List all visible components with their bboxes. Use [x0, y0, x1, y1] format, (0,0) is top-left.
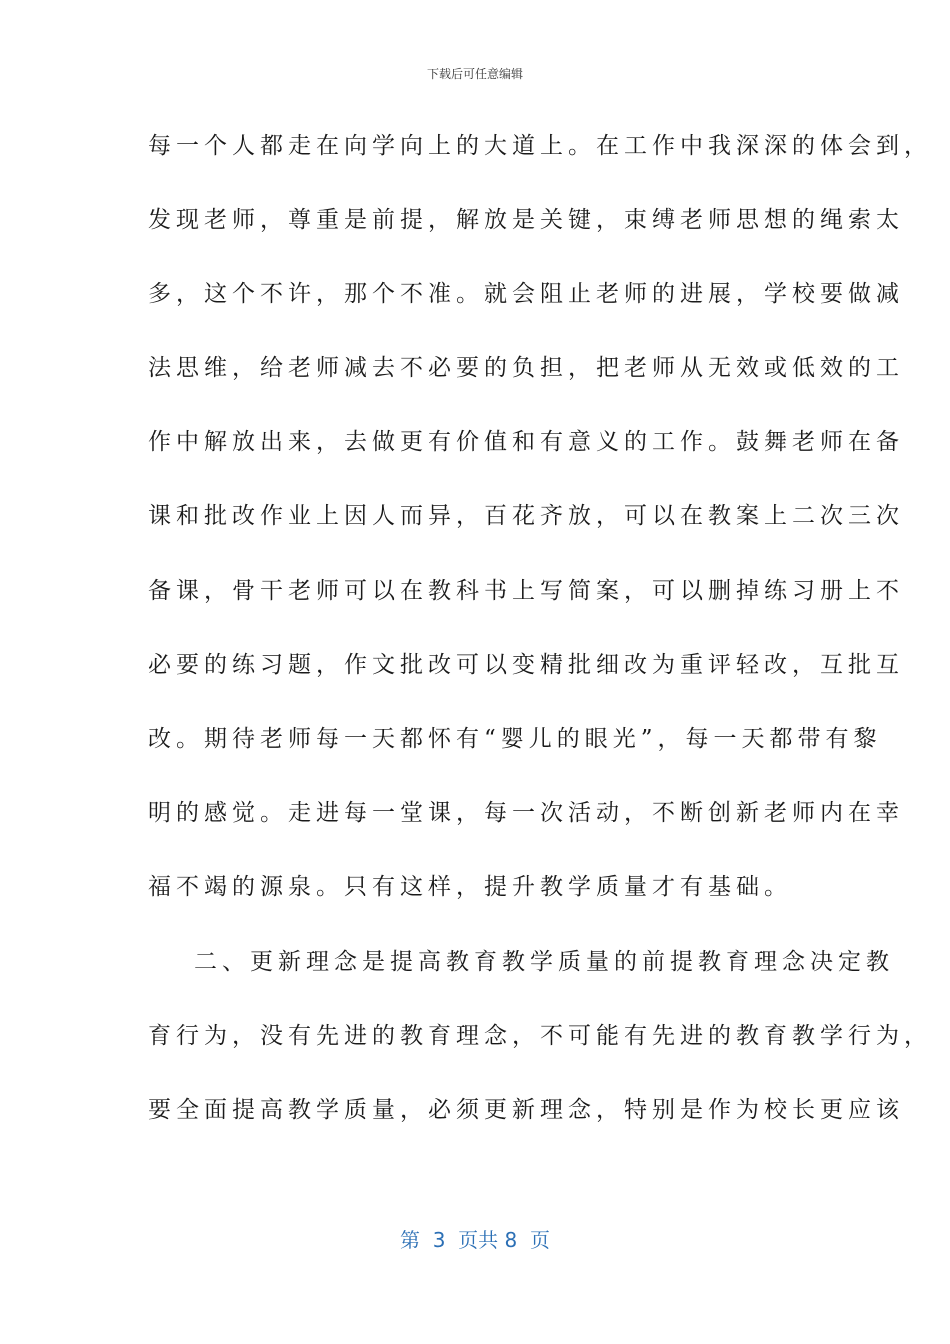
text-line: 育行为，没有先进的教育理念，不可能有先进的教育教学行为， — [148, 1023, 932, 1049]
text-line: 发现老师，尊重是前提，解放是关键，束缚老师思想的绳索太 — [148, 207, 904, 233]
text-line: 福不竭的源泉。只有这样，提升教学质量才有基础。 — [148, 874, 792, 900]
text-line: 多，这个不许，那个不准。就会阻止老师的进展，学校要做减 — [148, 281, 904, 307]
text-line: 改。期待老师每一天都怀有“婴儿的眼光”，每一天都带有黎 — [148, 726, 882, 752]
page-header: 下载后可任意编辑 — [426, 67, 523, 81]
text-line: 每一个人都走在向学向上的大道上。在工作中我深深的体会到， — [148, 133, 932, 159]
text-line: 备课，骨干老师可以在教科书上写简案，可以删掉练习册上不 — [148, 578, 904, 604]
text-line: 课和批改作业上因人而异，百花齐放，可以在教案上二次三次 — [148, 503, 904, 529]
text-line: 必要的练习题，作文批改可以变精批细改为重评轻改，互批互 — [148, 652, 904, 678]
text-line: 要全面提高教学质量，必须更新理念，特别是作为校长更应该 — [148, 1097, 904, 1123]
text-line: 二、更新理念是提高教育教学质量的前提教育理念决定教 — [194, 949, 894, 975]
page-footer: 第 3 页共 8 页 — [400, 1228, 550, 1252]
text-line: 作中解放出来，去做更有价值和有意义的工作。鼓舞老师在备 — [148, 429, 904, 455]
text-line: 明的感觉。走进每一堂课，每一次活动，不断创新老师内在幸 — [148, 800, 904, 826]
text-line: 法思维，给老师减去不必要的负担，把老师从无效或低效的工 — [148, 355, 904, 381]
